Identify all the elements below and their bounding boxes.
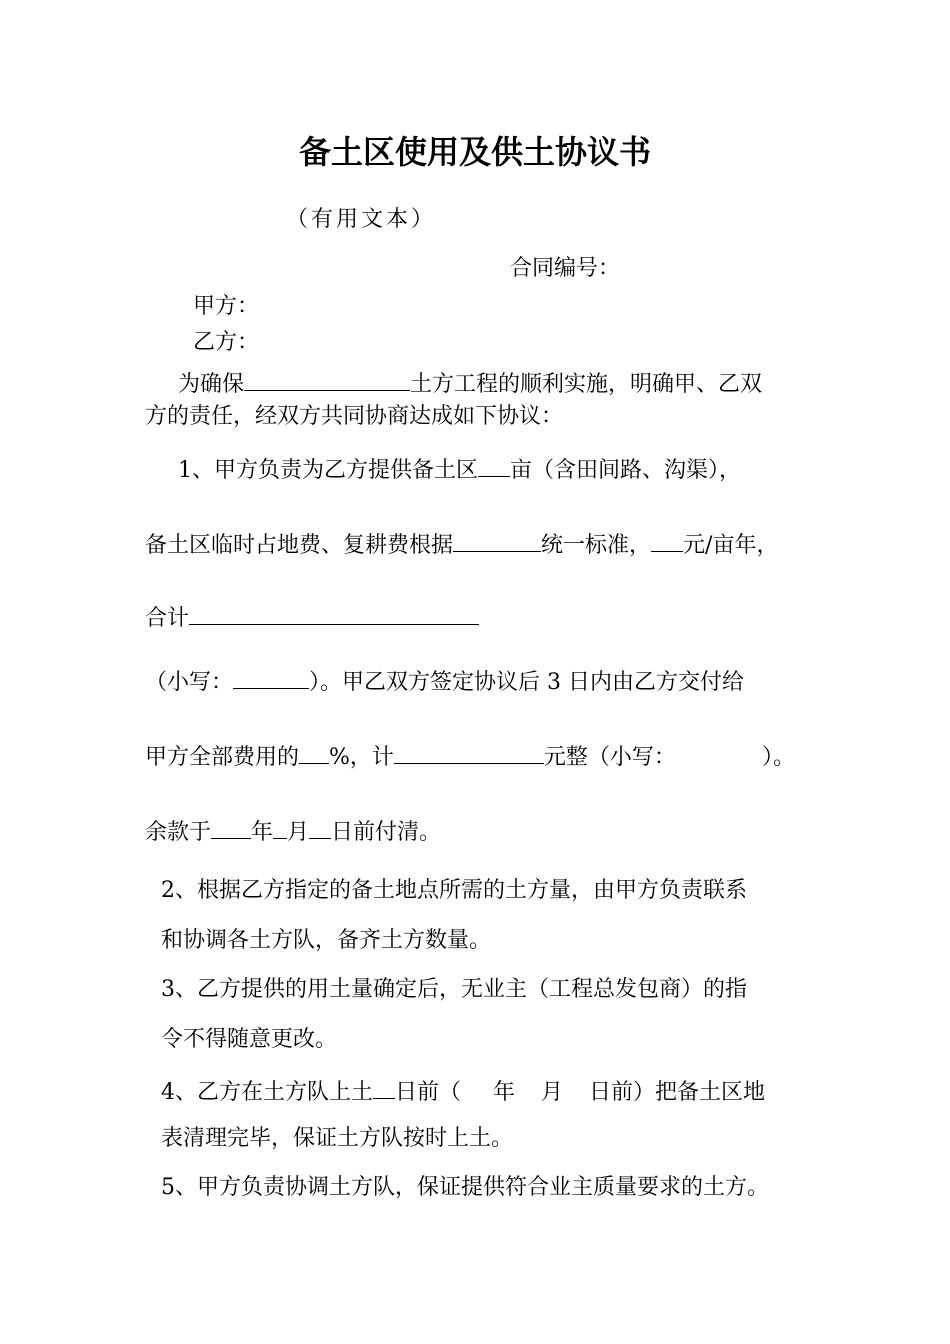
clause-text: 年 xyxy=(493,1080,516,1105)
clause-4-line-1 xyxy=(161,1074,765,1108)
clause-text: 统一标准， xyxy=(541,533,652,558)
intro-line-1 xyxy=(178,366,762,400)
clause-text: 日前）把备土区地 xyxy=(589,1080,766,1105)
advance-amount-blank[interactable] xyxy=(394,739,544,764)
clause-text: 月 xyxy=(287,820,310,845)
clause-1-line-6 xyxy=(145,814,441,848)
document-subtitle: （有用文本） xyxy=(286,207,437,232)
clause-3-line-2: 令不得随意更改。 xyxy=(161,1027,338,1052)
intro-text: 土方工程的顺利实施，明确甲、乙双 xyxy=(410,372,763,397)
clause-1-line-3 xyxy=(145,600,479,634)
clause-text: 年 xyxy=(251,820,274,845)
clause-text: 元/亩年， xyxy=(683,533,779,558)
clause-3-line-1: 3、乙方提供的用土量确定后，无业主（工程总发包商）的指 xyxy=(161,977,747,1002)
total-amount-blank[interactable] xyxy=(189,600,479,625)
day-blank[interactable] xyxy=(309,814,331,839)
clause-5-line-1: 5、甲方负责协调土方队，保证提供符合业主质量要求的土方。 xyxy=(161,1175,769,1200)
clause-text: ）。甲乙双方签定协议后 3 日内由乙方交付给 xyxy=(309,670,745,695)
clause-2-line-1: 2、根据乙方指定的备土地点所需的土方量，由甲方负责联系 xyxy=(161,878,747,903)
clause-text: 备土区临时占地费、复耕费根据 xyxy=(145,533,454,558)
party-a-label: 甲方： xyxy=(193,294,260,319)
clause-text: %，计 xyxy=(329,745,394,770)
standard-blank[interactable] xyxy=(453,527,541,552)
clause-text: （小写： xyxy=(145,670,234,695)
clause-text: 亩（含田间路、沟渠）， xyxy=(510,458,742,483)
clause-text: 日前（ xyxy=(395,1080,462,1105)
clause-text: 日前付清。 xyxy=(331,820,442,845)
clause-text: 1、甲方负责为乙方提供备土区 xyxy=(178,458,478,483)
clause-1-line-5 xyxy=(145,739,795,773)
clause-4-line-2: 表清理完毕，保证土方队按时上土。 xyxy=(161,1126,514,1151)
clause-text: 余款于 xyxy=(145,820,212,845)
intro-line-2: 方的责任，经双方共同协商达成如下协议： xyxy=(145,404,564,429)
area-mu-blank[interactable] xyxy=(478,452,510,477)
clause-text: 4、乙方在土方队上土 xyxy=(161,1080,373,1105)
clause-text: 甲方全部费用的 xyxy=(145,745,300,770)
clause-text: 合计 xyxy=(145,606,190,631)
document-title: 备土区使用及供土协议书 xyxy=(298,133,651,171)
percent-blank[interactable] xyxy=(299,739,329,764)
clause-1-line-4 xyxy=(145,664,744,698)
month-blank[interactable] xyxy=(273,814,287,839)
clause-1-line-1 xyxy=(178,452,741,486)
contract-number-label: 合同编号： xyxy=(510,256,621,281)
clause-1-line-2 xyxy=(145,527,778,561)
amount-figure-blank[interactable] xyxy=(233,664,309,689)
project-name-blank[interactable] xyxy=(244,366,410,391)
clause-text: 元整（小写： xyxy=(543,745,676,770)
clause-text: ）。 xyxy=(761,745,795,770)
price-blank[interactable] xyxy=(651,527,683,552)
year-blank[interactable] xyxy=(211,814,251,839)
intro-text: 为确保 xyxy=(178,372,245,397)
days-before-blank[interactable] xyxy=(373,1074,395,1099)
party-b-label: 乙方： xyxy=(193,330,260,355)
clause-text: 月 xyxy=(541,1080,564,1105)
clause-2-line-2: 和协调各土方队，备齐土方数量。 xyxy=(161,928,492,953)
